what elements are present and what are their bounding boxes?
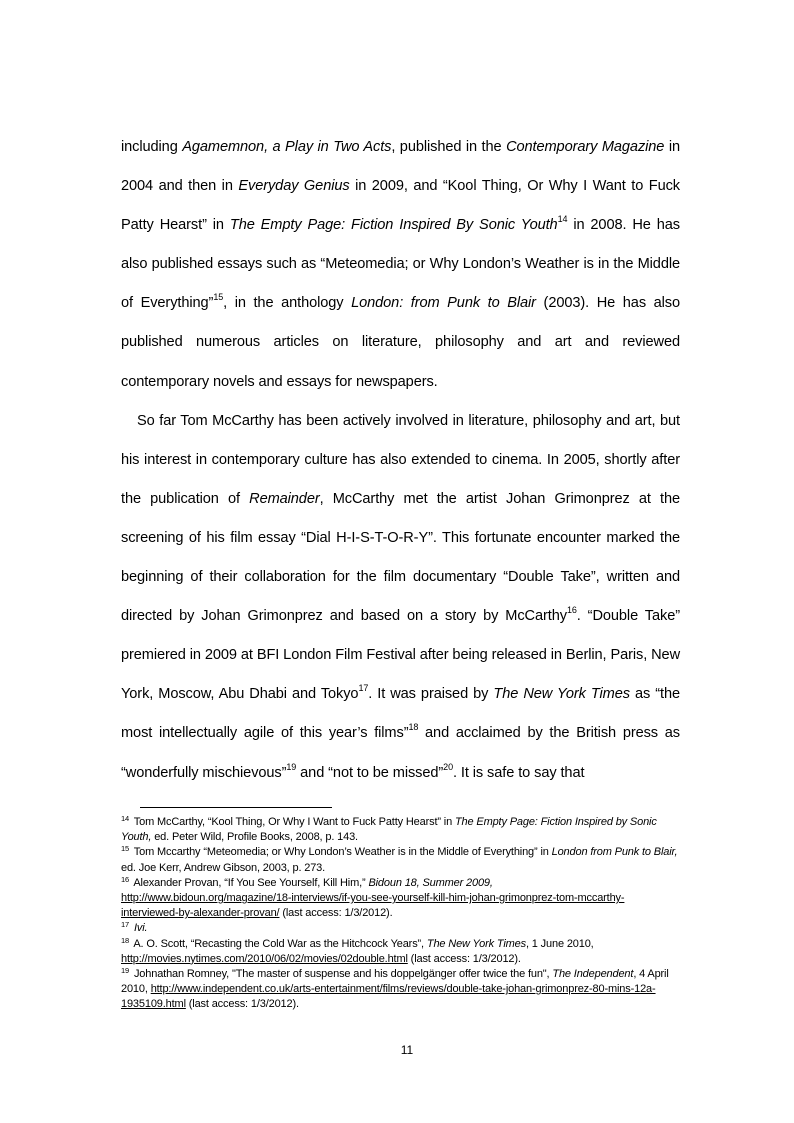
footnote-number: 15	[121, 844, 130, 854]
text: ed. Peter Wild, Profile Books, 2008, p. 143.	[151, 831, 358, 844]
footnote-ref-16[interactable]: 16	[566, 605, 577, 616]
text: in 2009, and “Kool Thing, Or Why I Want to Fuck Patty Hearst” in	[121, 178, 680, 234]
text: as “the most intellectually agile of this year’s films”	[121, 686, 681, 742]
title-everyday-genius: Everyday Genius	[238, 178, 350, 195]
title: Ivi.	[131, 922, 148, 935]
text: , 4 April 2010,	[121, 968, 669, 996]
title: The Empty Page: Fiction Inspired by Sonic Youth,	[121, 816, 657, 844]
text: , published in the	[391, 139, 507, 155]
footnote-16	[121, 876, 681, 922]
text: in 2008. He has also published essays such as “Meteomedia; or Why London’s Weather is in the Middle of Everything”	[121, 217, 680, 312]
text: Tom Mccarthy “Meteomedia; or Why London’s Weather is in the Middle of Everything” in	[131, 846, 552, 859]
title: London from Punk to Blair,	[551, 846, 678, 859]
text: (2003). He has also published numerous articles on literature, philosophy and art and reviewed contemporary novels and essays for newspapers.	[121, 295, 681, 390]
footnote-ref-18[interactable]: 18	[408, 722, 419, 733]
title: Bidoun 18, Summer 2009,	[368, 876, 493, 889]
text: , McCarthy met the artist Johan Grimonprez at the screening of his film essay “Dial H-I-S-T-O-R-Y”. This fortunate encounter marked the beginning of their collaboration for the film documentary “Double Take”, written and directed by Johan Grimonprez and based on a story by McCarthy	[121, 490, 680, 625]
footnote-14	[121, 815, 681, 845]
footnote-number: 19	[121, 966, 130, 976]
title-agamemnon: Agamemnon, a Play in Two Acts	[182, 139, 392, 155]
footnotes	[121, 815, 681, 1013]
paragraph-2	[121, 402, 680, 793]
page-number: 11	[400, 1043, 414, 1057]
text: . “Double Take” premiered in 2009 at BFI London Film Festival after being released in Berlin, Paris, New York, Moscow, Abu Dhabi and Tokyo	[121, 608, 681, 703]
footnote-number: 17	[121, 920, 130, 930]
text: in 2004 and then in	[121, 139, 680, 195]
footnote-17	[121, 921, 681, 936]
text: . It was praised by	[368, 686, 494, 703]
text: Tom McCarthy, “Kool Thing, Or Why I Want to Fuck Patty Hearst” in	[131, 816, 455, 828]
text: and “not to be missed”	[296, 764, 444, 781]
footnote-ref-15[interactable]: 15	[213, 292, 224, 303]
text: including	[121, 139, 183, 155]
title-remainder: Remainder	[249, 490, 320, 507]
bidoun-link[interactable]: http://www.bidoun.org/magazine/18-interviews/if-you-see-yourself-kill-him-johan-grimonprez-tom-mccarthy-interviewed-by-alexander-provan/	[121, 892, 625, 920]
text: and acclaimed by the British press as “wonderfully mischievous”	[121, 725, 680, 781]
footnote-ref-20[interactable]: 20	[443, 761, 453, 772]
title-contemporary-magazine: Contemporary Magazine	[506, 139, 665, 155]
text: . It is safe to say that	[452, 764, 585, 781]
title-new-york-times: The New York Times	[493, 686, 630, 703]
title: The New York Times	[426, 937, 526, 950]
footnote-ref-14[interactable]: 14	[557, 214, 568, 225]
title: The Independent	[552, 968, 634, 981]
text: , 1 June 2010,	[525, 937, 594, 950]
footnote-18	[121, 937, 681, 967]
body-text	[121, 128, 680, 793]
text: Alexander Provan, “If You See Yourself, Kill Him,”	[131, 876, 369, 889]
footnote-ref-17[interactable]: 17	[358, 683, 369, 694]
nytimes-link[interactable]: http://movies.nytimes.com/2010/06/02/movies/02double.html	[121, 952, 408, 965]
footnote-separator	[140, 807, 332, 808]
text: Johnathan Romney, "The master of suspense and his doppelgänger offer twice the fun",	[131, 968, 553, 981]
footnote-number: 16	[121, 874, 130, 884]
footnote-number: 18	[121, 935, 130, 945]
footnote-number: 14	[121, 814, 130, 823]
text: (last access: 1/3/2012).	[185, 998, 299, 1011]
independent-link[interactable]: http://www.independent.co.uk/arts-entertainment/films/reviews/double-take-johan-grimonprez-80-mins-12a-1935109.html	[121, 983, 656, 1011]
footnote-ref-19[interactable]: 19	[286, 761, 297, 772]
footnote-19	[121, 967, 681, 1013]
title-empty-page: The Empty Page: Fiction Inspired By Sonic Youth	[229, 217, 558, 234]
text: (last access: 1/3/2012).	[407, 952, 521, 965]
text: ed. Joe Kerr, Andrew Gibson, 2003, p. 273.	[121, 861, 326, 874]
title-london-punk-blair: London: from Punk to Blair	[351, 295, 536, 312]
footnote-15	[121, 845, 681, 875]
text: , in the anthology	[223, 295, 352, 312]
paragraph-1	[121, 128, 680, 402]
text: A. O. Scott, “Recasting the Cold War as the Hitchcock Years”,	[131, 937, 427, 950]
text: (last access: 1/3/2012).	[279, 907, 393, 920]
text: So far Tom McCarthy has been actively involved in literature, philosophy and art, but his interest in contemporary culture has also extended to cinema. In 2005, shortly after the publication of	[121, 412, 680, 507]
